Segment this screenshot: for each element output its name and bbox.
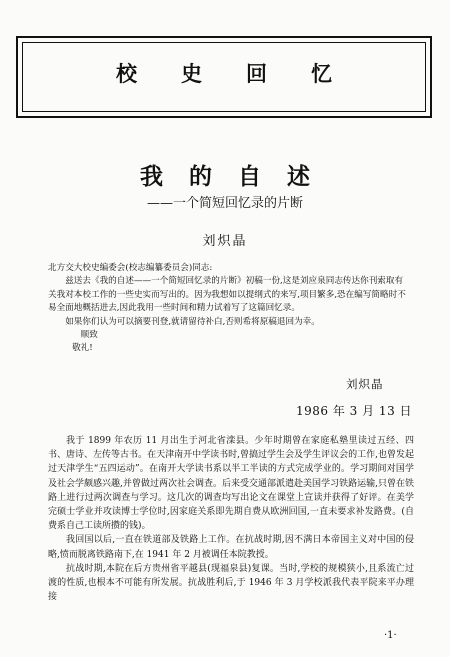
letter-closing: 敬礼!: [72, 343, 93, 354]
letter-date: 1986 年 3 月 13 日: [296, 404, 413, 418]
body-paragraph: 我于 1899 年农历 11 月出生于河北省滦县。少年时期曾在家庭私塾里读过五经、四书、唐诗、左传等古书。在天津南开中学读书时,曾搞过学生会及学生评议会的工作,也曾发起过天津学生“五四运动”。在南开大学读书系以半工半读的方式完成学业的。学习期间对国学及社会学颇感兴趣,并曾做过两次社会调查。后来受交通部派遣赴美国学习铁路运输,只曾在铁路上进行过两次调查与学习。这几次的调查均写出论文在课堂上宣读并获得了好评。在美学完硕士学业并攻读博士学位时,因家庭关系即先期自费从欧洲回国,一直未要求补发路费。(自费系自己工读所攒的钱)。: [48, 436, 414, 532]
letter-paragraph: 兹送去《我的自述——一个简短回忆录的片断》初稿一份,这是刘应泉同志传达你刊索取有关我对本校工作的一些史实而写出的。因为我想如以提纲式的来写,项目繁多,恐在编写简略时不易全面地概括进去,因此我用一些时间和精力试着写了这篇回忆录。: [48, 276, 406, 314]
letter-paragraph: 如果你们认为可以摘要刊登,就请留待补白,否则希将原稿退回为幸。: [65, 316, 320, 327]
article-subtitle: ——一个简短回忆录的片断: [146, 196, 303, 211]
letter-closing: 顺致: [80, 330, 98, 341]
letter-signature: 刘炽晶: [346, 377, 384, 391]
body-paragraph: 我回国以后,一直在铁道部及铁路上工作。在抗战时期,因不满日本帝国主义对中国的侵略,愤而脱离铁路南下,在 1941 年 2 月被调任本院教授。: [48, 535, 414, 560]
article-author: 刘炽晶: [202, 234, 248, 249]
letter-salutation: 北方交大校史编委会(校志编纂委员会)同志:: [48, 263, 213, 273]
cover-letter: [48, 262, 408, 356]
section-banner: [16, 36, 432, 118]
body-paragraph: 抗战时期,本院在后方贵州省平越县(现福泉县)复课。当时,学校的规模狭小,且系流亡过渡的性质,也根本不可能有所发展。抗战胜利后,于 1946 年 3 月学校派我代表平院来平办理接: [48, 563, 414, 603]
page-number: ·1·: [384, 630, 397, 641]
article-title: 我的自述: [140, 164, 336, 190]
banner-title: 校史回忆: [116, 62, 376, 86]
article-body: [48, 434, 414, 604]
